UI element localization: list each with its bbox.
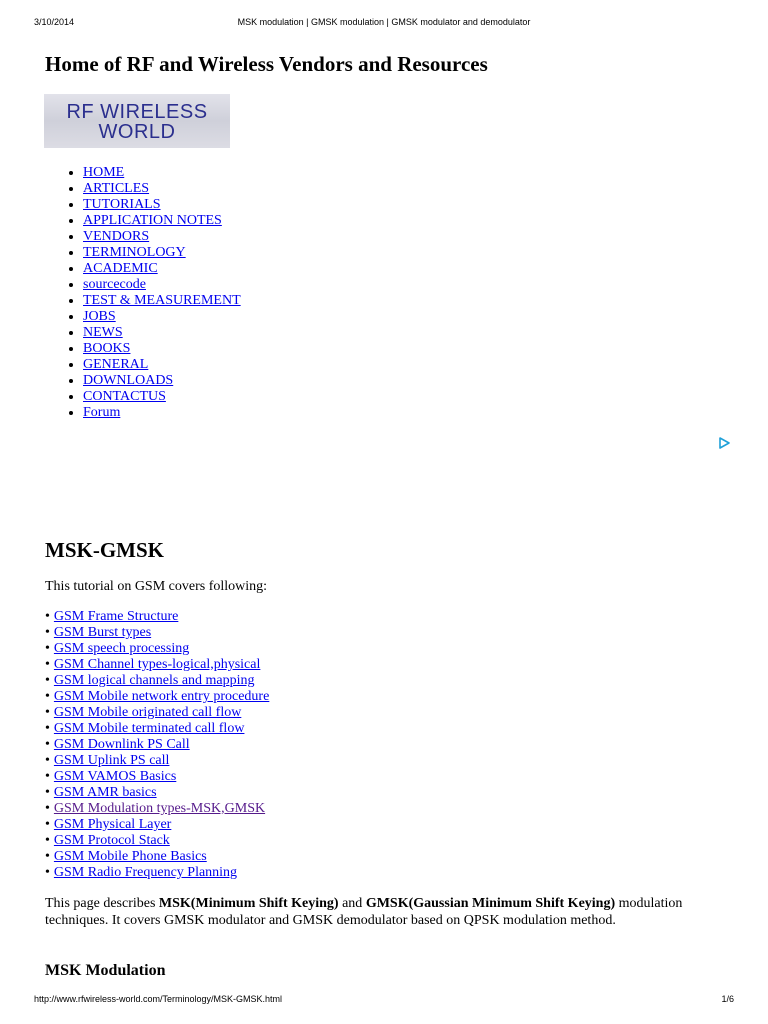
- nav-link-contactus[interactable]: CONTACTUS: [83, 389, 166, 404]
- nav-item: [83, 325, 241, 341]
- article-intro: This tutorial on GSM covers following:: [45, 579, 268, 594]
- site-logo[interactable]: [44, 94, 230, 148]
- tutorial-link[interactable]: GSM Burst types: [53, 625, 152, 640]
- list-item: [45, 737, 269, 753]
- nav-link-vendors[interactable]: VENDORS: [83, 229, 150, 244]
- nav-item: [83, 229, 241, 245]
- list-item: [45, 753, 269, 769]
- nav-link-forum[interactable]: Forum: [83, 405, 121, 420]
- nav-item: [83, 245, 241, 261]
- nav-item: [83, 293, 241, 309]
- nav-item: [83, 261, 241, 277]
- tutorial-link[interactable]: GSM logical channels and mapping: [53, 673, 255, 688]
- nav-link-sourcecode[interactable]: sourcecode: [83, 277, 146, 292]
- list-item: [45, 609, 269, 625]
- bullet: •: [45, 641, 50, 656]
- tutorial-link[interactable]: GSM Radio Frequency Planning: [53, 865, 238, 880]
- list-item: [45, 673, 269, 689]
- tutorial-link[interactable]: GSM speech processing: [53, 641, 190, 656]
- desc-and: and: [338, 896, 366, 911]
- nav-link-test-measurement[interactable]: TEST & MEASUREMENT: [83, 293, 241, 308]
- nav-link-downloads[interactable]: DOWNLOADS: [83, 373, 174, 388]
- main-nav: [45, 165, 241, 421]
- list-item: [45, 833, 269, 849]
- nav-item: [83, 277, 241, 293]
- bullet: •: [45, 609, 50, 624]
- bullet: •: [45, 753, 50, 768]
- tutorial-link[interactable]: GSM Downlink PS Call: [53, 737, 190, 752]
- nav-item: [83, 357, 241, 373]
- list-item: [45, 769, 269, 785]
- print-page-number: 1/6: [721, 994, 734, 1004]
- bullet: •: [45, 721, 50, 736]
- list-item: [45, 657, 269, 673]
- print-page-title: MSK modulation | GMSK modulation | GMSK modulator and demodulator: [237, 17, 531, 27]
- bullet: •: [45, 689, 50, 704]
- nav-link-general[interactable]: GENERAL: [83, 357, 149, 372]
- nav-item: [83, 181, 241, 197]
- nav-link-news[interactable]: NEWS: [83, 325, 123, 340]
- nav-link-tutorials[interactable]: TUTORIALS: [83, 197, 161, 212]
- tutorial-link[interactable]: GSM Physical Layer: [53, 817, 172, 832]
- nav-link-home[interactable]: HOME: [83, 165, 125, 180]
- desc-suffix: modulation techniques. It covers GMSK modulator and GMSK demodulator based on QPSK modulation method.: [45, 896, 683, 928]
- nav-link-books[interactable]: BOOKS: [83, 341, 131, 356]
- list-item: [45, 865, 269, 881]
- article-heading: MSK-GMSK: [45, 538, 164, 562]
- bullet: •: [45, 849, 50, 864]
- bullet: •: [45, 673, 50, 688]
- nav-link-academic[interactable]: ACADEMIC: [83, 261, 158, 276]
- tutorial-link[interactable]: GSM VAMOS Basics: [53, 769, 177, 784]
- bullet: •: [45, 705, 50, 720]
- nav-item: [83, 373, 241, 389]
- print-date: 3/10/2014: [34, 17, 75, 27]
- logo-line-2: WORLD: [98, 121, 176, 143]
- list-item: [45, 721, 269, 737]
- nav-item: [83, 405, 241, 421]
- nav-link-articles[interactable]: ARTICLES: [83, 181, 150, 196]
- list-item: [45, 705, 269, 721]
- nav-item: [83, 213, 241, 229]
- tutorial-link[interactable]: GSM Mobile network entry procedure: [53, 689, 270, 704]
- list-item: [45, 641, 269, 657]
- list-item: [45, 689, 269, 705]
- nav-link-jobs[interactable]: JOBS: [83, 309, 116, 324]
- bullet: •: [45, 737, 50, 752]
- nav-link-terminology[interactable]: TERMINOLOGY: [83, 245, 186, 260]
- desc-prefix: This page describes: [45, 896, 159, 911]
- print-url: http://www.rfwireless-world.com/Terminology/MSK-GMSK.html: [34, 994, 283, 1004]
- tutorial-link[interactable]: GSM Protocol Stack: [53, 833, 170, 848]
- logo-line-1: RF WIRELESS: [66, 101, 208, 123]
- list-item: [45, 849, 269, 865]
- bullet: •: [45, 769, 50, 784]
- site-title: Home of RF and Wireless Vendors and Resources: [45, 52, 488, 76]
- list-item: [45, 625, 269, 641]
- desc-bold-gmsk: GMSK(Gaussian Minimum Shift Keying): [365, 896, 616, 911]
- tutorial-link[interactable]: GSM Mobile terminated call flow: [53, 721, 245, 736]
- list-item: [45, 785, 269, 801]
- nav-link-application-notes[interactable]: APPLICATION NOTES: [83, 213, 222, 228]
- tutorial-link[interactable]: GSM Mobile originated call flow: [53, 705, 242, 720]
- tutorial-link[interactable]: GSM Modulation types-MSK,GMSK: [53, 801, 266, 816]
- bullet: •: [45, 865, 50, 880]
- list-item: [45, 817, 269, 833]
- msk-modulation-heading: MSK Modulation: [45, 962, 166, 979]
- print-footer: [0, 994, 768, 1006]
- desc-bold-msk: MSK(Minimum Shift Keying): [158, 896, 339, 911]
- gsm-tutorial-links: [45, 609, 269, 881]
- bullet: •: [45, 657, 50, 672]
- list-item: [45, 801, 269, 817]
- tutorial-link[interactable]: GSM Frame Structure: [53, 609, 179, 624]
- bullet: •: [45, 833, 50, 848]
- bullet: •: [45, 785, 50, 800]
- nav-item: [83, 341, 241, 357]
- tutorial-link[interactable]: GSM Uplink PS call: [53, 753, 170, 768]
- adchoices-play-icon[interactable]: [718, 437, 730, 449]
- bullet: •: [45, 801, 50, 816]
- tutorial-link[interactable]: GSM Mobile Phone Basics: [53, 849, 207, 864]
- tutorial-link[interactable]: GSM Channel types-logical,physical: [53, 657, 261, 672]
- tutorial-link[interactable]: GSM AMR basics: [53, 785, 157, 800]
- nav-item: [83, 389, 241, 405]
- nav-item: [83, 165, 241, 181]
- print-header: [0, 17, 768, 29]
- nav-item: [83, 309, 241, 325]
- article-description: [45, 895, 705, 929]
- bullet: •: [45, 817, 50, 832]
- bullet: •: [45, 625, 50, 640]
- nav-item: [83, 197, 241, 213]
